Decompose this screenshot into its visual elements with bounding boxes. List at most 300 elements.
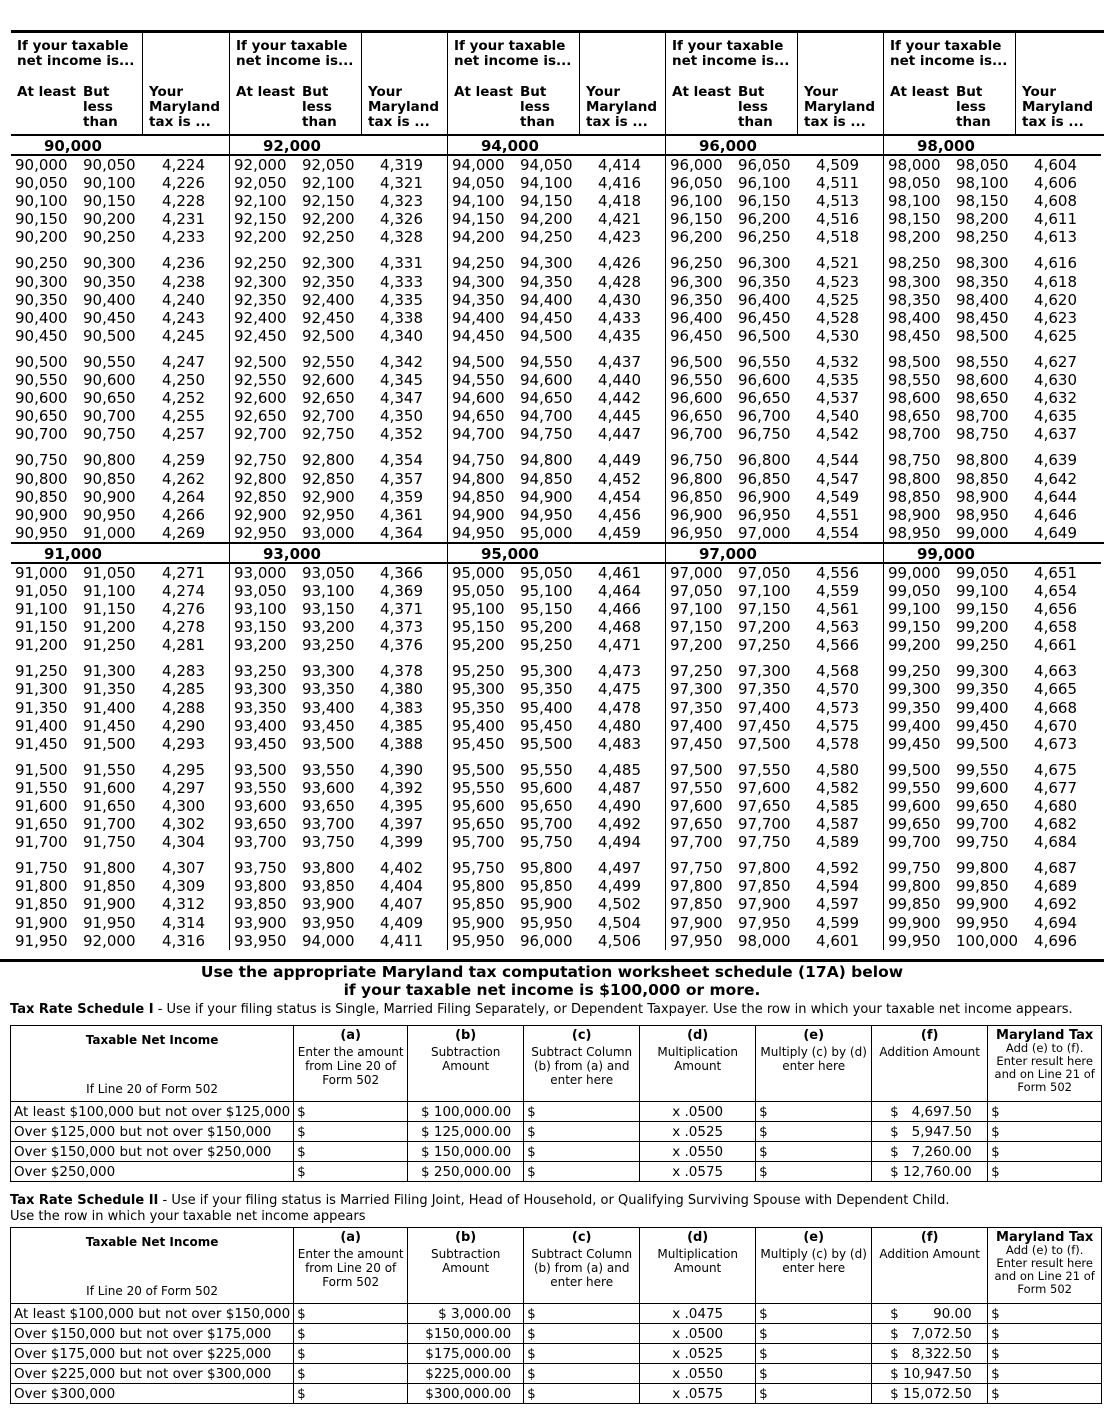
at-least-value: 92,600 [234,389,287,408]
tax-value: 4,388 [380,734,423,753]
table-section [11,134,1104,542]
table-row [230,833,447,851]
col-c-desc: Subtract Column (b) from (a) and enter here [531,1247,633,1289]
less-than-value: 96,700 [738,407,791,426]
table-row [448,877,665,895]
schedule-1-caption [10,1002,1073,1018]
col-b-desc: Subtraction Amount [430,1247,501,1275]
table-row [11,717,229,735]
table-row [11,407,229,425]
at-least-value: 90,800 [15,469,68,488]
amount-input-cell[interactable]: $ [294,1364,408,1384]
tax-value: 4,675 [1034,760,1077,779]
col-f-label: (f) [920,1028,939,1043]
at-least-value: 94,600 [452,389,505,408]
less-than-value: 94,850 [520,469,573,488]
at-least-value: 95,400 [452,716,505,735]
at-least-value: 96,050 [670,174,723,193]
less-than-value: 93,050 [302,563,355,582]
at-least-value: 95,550 [452,778,505,797]
addition-amount: $ 15,072.50 [872,1384,988,1404]
table-row [666,291,883,309]
tax-value: 4,366 [380,563,423,582]
table-header [11,33,1104,134]
tax-value: 4,314 [162,913,205,932]
at-least-value: 94,950 [452,523,505,542]
table-row [230,407,447,425]
maryland-tax-cell[interactable]: $ [988,1304,1102,1324]
at-least-value: 99,750 [888,859,941,878]
tax-value: 4,442 [598,389,641,408]
tax-value: 4,651 [1034,563,1077,582]
at-least-value: 91,600 [15,797,68,815]
maryland-tax-cell[interactable]: $ [988,1324,1102,1344]
tax-value: 4,449 [598,451,641,470]
less-than-value: 97,450 [738,716,791,735]
at-least-value: 91,850 [15,895,68,914]
product-cell[interactable]: $ [756,1102,872,1122]
amount-input-cell[interactable]: $ [294,1304,408,1324]
table-row [230,735,447,753]
tax-value: 4,663 [1034,662,1077,681]
less-than-value: 91,150 [83,600,136,619]
tax-value: 4,309 [162,877,205,896]
less-than-value: 95,100 [520,581,573,600]
tax-rate-schedule-1 [10,1025,1102,1182]
difference-cell[interactable]: $ [524,1122,640,1142]
less-than-value: 99,000 [956,523,1009,542]
table-row [230,273,447,291]
income-group [229,136,447,542]
at-least-value: 98,500 [888,352,941,371]
less-than-value: 90,650 [83,389,136,408]
tax-value: 4,255 [162,407,205,426]
table-row [230,451,447,469]
maryland-tax-cell[interactable]: $ [988,1142,1102,1162]
subtraction-amount: $300,000.00 [408,1384,524,1404]
at-least-value: 95,250 [452,662,505,681]
tax-value: 4,373 [380,618,423,637]
table-row [230,564,447,582]
at-least-value: 97,750 [670,859,723,878]
group-title: 98,000 [884,136,1101,156]
schedule-row [11,1384,1102,1404]
product-cell[interactable]: $ [756,1344,872,1364]
difference-cell[interactable]: $ [524,1324,640,1344]
tax-value: 4,661 [1034,636,1077,655]
table-row [11,564,229,582]
table-row [884,895,1101,913]
at-least-value: 96,950 [670,523,723,542]
at-least-value: 92,550 [234,371,287,390]
tax-value: 4,402 [380,859,423,878]
tax-value: 4,523 [816,272,859,291]
table-row [11,636,229,654]
difference-cell[interactable]: $ [524,1344,640,1364]
at-least-value: 95,000 [452,563,505,582]
subtraction-amount: $ 150,000.00 [408,1142,524,1162]
col-b-label: (b) [455,1230,477,1245]
less-than-value: 93,150 [302,600,355,619]
less-than-value: 98,800 [956,451,1009,470]
less-than-value: 99,900 [956,895,1009,914]
product-cell[interactable]: $ [756,1162,872,1182]
less-than-value: 94,650 [520,389,573,408]
col-a [294,1228,408,1304]
income-range: Over $225,000 but not over $300,000 [11,1364,294,1384]
tax-value: 4,613 [1034,228,1077,247]
tax-value: 4,371 [380,600,423,619]
multiplication-amount: x .0500 [640,1102,756,1122]
tax-value: 4,464 [598,581,641,600]
at-least-value: 98,050 [888,174,941,193]
table-row [666,425,883,443]
table-row [884,407,1101,425]
at-least-value: 93,200 [234,636,287,655]
at-least-value: 98,300 [888,272,941,291]
at-least-value: 99,600 [888,797,941,815]
table-row [666,779,883,797]
at-least-value: 99,950 [888,931,941,950]
at-least-value: 99,100 [888,600,941,619]
table-row [884,228,1101,246]
header-but-less-than: But less than [950,75,1016,134]
table-row [666,636,883,654]
table-row [448,895,665,913]
header-group [447,33,665,134]
table-row [884,636,1101,654]
less-than-value: 98,850 [956,469,1009,488]
table-row [230,389,447,407]
table-row [11,859,229,877]
tax-value: 4,540 [816,407,859,426]
at-least-value: 99,200 [888,636,941,655]
less-than-value: 97,250 [738,636,791,655]
less-than-value: 98,350 [956,272,1009,291]
product-cell[interactable]: $ [756,1142,872,1162]
tax-value: 4,630 [1034,371,1077,390]
less-than-value: 96,650 [738,389,791,408]
amount-input-cell[interactable]: $ [294,1122,408,1142]
tax-value: 4,532 [816,352,859,371]
amount-input-cell[interactable]: $ [294,1344,408,1364]
product-cell[interactable]: $ [756,1304,872,1324]
table-row [11,425,229,443]
table-row [11,488,229,506]
header-question: If your taxable net income is... [230,33,362,75]
tax-value: 4,383 [380,698,423,717]
col-e-label: (e) [803,1230,825,1245]
less-than-value: 94,700 [520,407,573,426]
less-than-value: 92,900 [302,487,355,506]
header-at-least: At least [454,84,513,100]
at-least-value: 93,250 [234,662,287,681]
table-row [448,407,665,425]
at-least-value: 95,800 [452,877,505,896]
at-least-value: 92,750 [234,451,287,470]
income-group [11,544,229,950]
tax-value: 4,240 [162,290,205,309]
less-than-value: 95,950 [520,913,573,932]
maryland-tax-cell[interactable]: $ [988,1344,1102,1364]
difference-cell[interactable]: $ [524,1304,640,1324]
less-than-value: 98,650 [956,389,1009,408]
at-least-value: 90,900 [15,505,68,524]
difference-cell[interactable]: $ [524,1162,640,1182]
less-than-value: 93,400 [302,698,355,717]
at-least-value: 92,450 [234,326,287,345]
table-row [11,600,229,618]
col-f-label: (f) [920,1230,939,1245]
less-than-value: 93,300 [302,662,355,681]
table-row [448,451,665,469]
less-than-value: 93,550 [302,760,355,779]
tax-value: 4,307 [162,859,205,878]
schedule-2-caption [10,1193,949,1225]
at-least-value: 92,100 [234,192,287,211]
less-than-value: 97,650 [738,797,791,815]
tax-value: 4,409 [380,913,423,932]
tax-value: 4,228 [162,192,205,211]
at-least-value: 93,850 [234,895,287,914]
tax-value: 4,475 [598,680,641,699]
tax-value: 4,245 [162,326,205,345]
at-least-value: 99,250 [888,662,941,681]
at-least-value: 99,300 [888,680,941,699]
at-least-value: 93,700 [234,833,287,852]
less-than-value: 95,600 [520,778,573,797]
income-range: At least $100,000 but not over $125,000 [11,1102,294,1122]
table-row [11,877,229,895]
schedule-row [11,1364,1102,1384]
less-than-value: 95,850 [520,877,573,896]
less-than-value: 98,600 [956,371,1009,390]
less-than-value: 99,200 [956,618,1009,637]
tax-value: 4,559 [816,581,859,600]
tax-value: 4,497 [598,859,641,878]
table-row [11,524,229,542]
less-than-value: 93,900 [302,895,355,914]
table-row [230,699,447,717]
at-least-value: 98,900 [888,505,941,524]
at-least-value: 92,650 [234,407,287,426]
product-cell[interactable]: $ [756,1122,872,1142]
at-least-value: 98,750 [888,451,941,470]
tax-value: 4,274 [162,581,205,600]
less-than-value: 93,350 [302,680,355,699]
less-than-value: 90,950 [83,505,136,524]
at-least-value: 99,800 [888,877,941,896]
difference-cell[interactable]: $ [524,1364,640,1384]
less-than-value: 99,300 [956,662,1009,681]
product-cell[interactable]: $ [756,1324,872,1344]
less-than-value: 95,350 [520,680,573,699]
tax-value: 4,570 [816,680,859,699]
less-than-value: 90,050 [83,156,136,174]
at-least-value: 92,200 [234,228,287,247]
at-least-value: 92,000 [234,156,287,174]
multiplication-amount: x .0525 [640,1344,756,1364]
less-than-value: 98,900 [956,487,1009,506]
at-least-value: 91,100 [15,600,68,619]
addition-amount: $ 5,947.50 [872,1122,988,1142]
tax-value: 4,271 [162,563,205,582]
header-at-least: At least [890,84,949,100]
at-least-value: 94,800 [452,469,505,488]
table-row [666,932,883,950]
tax-value: 4,494 [598,833,641,852]
less-than-value: 91,000 [83,523,136,542]
table-row [884,488,1101,506]
difference-cell[interactable]: $ [524,1384,640,1404]
tax-value: 4,302 [162,815,205,834]
amount-input-cell[interactable]: $ [294,1384,408,1404]
less-than-value: 93,700 [302,815,355,834]
maryland-tax-cell[interactable]: $ [988,1102,1102,1122]
at-least-value: 90,500 [15,352,68,371]
table-row [11,309,229,327]
table-row [230,859,447,877]
at-least-value: 92,700 [234,425,287,444]
maryland-tax-cell[interactable]: $ [988,1122,1102,1142]
table-row [884,524,1101,542]
maryland-tax-cell[interactable]: $ [988,1162,1102,1182]
col-c-label: (c) [571,1230,592,1245]
table-row [884,273,1101,291]
at-least-value: 98,600 [888,389,941,408]
less-than-value: 97,750 [738,833,791,852]
less-than-value: 100,000 [956,931,1019,950]
table-row [11,761,229,779]
schedule-row [11,1122,1102,1142]
at-least-value: 93,050 [234,581,287,600]
table-row [666,470,883,488]
less-than-value: 96,850 [738,469,791,488]
at-least-value: 92,150 [234,210,287,229]
at-least-value: 97,650 [670,815,723,834]
amount-input-cell[interactable]: $ [294,1142,408,1162]
at-least-value: 98,350 [888,290,941,309]
at-least-value: 90,300 [15,272,68,291]
at-least-value: 98,550 [888,371,941,390]
at-least-value: 96,350 [670,290,723,309]
at-least-value: 99,400 [888,716,941,735]
at-least-value: 96,150 [670,210,723,229]
less-than-value: 98,300 [956,254,1009,273]
tax-value: 4,521 [816,254,859,273]
at-least-value: 92,800 [234,469,287,488]
less-than-value: 91,500 [83,734,136,753]
difference-cell[interactable]: $ [524,1142,640,1162]
table-row [884,859,1101,877]
at-least-value: 96,650 [670,407,723,426]
if-line-20-label: If Line 20 of Form 502 [86,1284,218,1298]
tax-value: 4,433 [598,308,641,327]
less-than-value: 95,250 [520,636,573,655]
table-row [666,210,883,228]
tax-value: 4,300 [162,797,205,815]
at-least-value: 94,550 [452,371,505,390]
tax-value: 4,281 [162,636,205,655]
table-row [230,618,447,636]
less-than-value: 92,750 [302,425,355,444]
at-least-value: 91,750 [15,859,68,878]
header-but-less-than: But less than [732,75,798,134]
income-group [883,544,1101,950]
product-cell[interactable]: $ [756,1364,872,1384]
at-least-value: 98,800 [888,469,941,488]
tax-value: 4,354 [380,451,423,470]
at-least-value: 91,150 [15,618,68,637]
less-than-value: 93,200 [302,618,355,637]
tax-value: 4,407 [380,895,423,914]
tax-value: 4,385 [380,716,423,735]
tax-value: 4,304 [162,833,205,852]
maryland-tax-cell[interactable]: $ [988,1384,1102,1404]
less-than-value: 96,250 [738,228,791,247]
at-least-value: 94,850 [452,487,505,506]
tax-value: 4,369 [380,581,423,600]
amount-input-cell[interactable]: $ [294,1102,408,1122]
multiplication-amount: x .0500 [640,1324,756,1344]
less-than-value: 97,600 [738,778,791,797]
table-row [11,273,229,291]
table-row [666,327,883,345]
col-taxable-net-income [11,1228,294,1304]
col-c-label: (c) [571,1028,592,1043]
amount-input-cell[interactable]: $ [294,1324,408,1344]
tax-value: 4,542 [816,425,859,444]
table-row [448,273,665,291]
table-row [11,506,229,524]
income-group [11,136,229,542]
product-cell[interactable]: $ [756,1384,872,1404]
tax-value: 4,426 [598,254,641,273]
at-least-value: 93,800 [234,877,287,896]
table-row [884,156,1101,174]
table-row [11,895,229,913]
less-than-value: 95,000 [520,523,573,542]
less-than-value: 99,700 [956,815,1009,834]
table-row [666,488,883,506]
tax-value: 4,328 [380,228,423,247]
income-range: Over $250,000 [11,1162,294,1182]
at-least-value: 93,900 [234,913,287,932]
less-than-value: 99,400 [956,698,1009,717]
addition-amount: $ 12,760.00 [872,1162,988,1182]
difference-cell[interactable]: $ [524,1102,640,1122]
less-than-value: 99,100 [956,581,1009,600]
tax-value: 4,483 [598,734,641,753]
table-row [11,914,229,932]
maryland-tax-cell[interactable]: $ [988,1364,1102,1384]
less-than-value: 96,300 [738,254,791,273]
less-than-value: 92,250 [302,228,355,247]
less-than-value: 93,100 [302,581,355,600]
less-than-value: 91,650 [83,797,136,815]
table-row [11,735,229,753]
amount-input-cell[interactable]: $ [294,1162,408,1182]
tax-value: 4,582 [816,778,859,797]
tax-value: 4,604 [1034,156,1077,174]
less-than-value: 93,450 [302,716,355,735]
addition-amount: $ 7,260.00 [872,1142,988,1162]
table-row [884,761,1101,779]
header-question: If your taxable net income is... [666,33,798,75]
tax-value: 4,236 [162,254,205,273]
less-than-value: 90,600 [83,371,136,390]
at-least-value: 90,050 [15,174,68,193]
